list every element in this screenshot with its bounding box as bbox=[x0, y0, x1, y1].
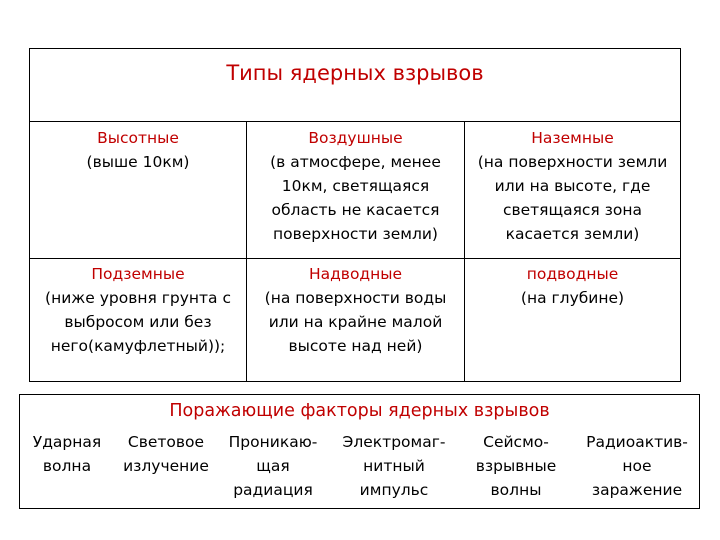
damaging-factors-table bbox=[19, 394, 700, 509]
type-desc-line: (на поверхности земли bbox=[477, 153, 668, 171]
type-desc-line: (в атмосфере, менее bbox=[270, 153, 441, 171]
type-desc-line: или на крайне малой bbox=[268, 313, 443, 331]
explosion-types-table bbox=[29, 48, 681, 382]
factor-line: излучение bbox=[123, 457, 209, 475]
factor-seismic-waves bbox=[460, 430, 572, 502]
type-cell-surface-water bbox=[247, 259, 464, 358]
factor-light-radiation bbox=[113, 430, 219, 478]
type-desc-line: (на поверхности воды bbox=[264, 289, 447, 307]
factor-line: Сейсмо- bbox=[483, 433, 549, 451]
type-cell-high-altitude bbox=[30, 123, 246, 174]
type-name: подводные bbox=[526, 265, 619, 283]
factor-line: заражение bbox=[591, 481, 683, 499]
factor-line: Ударная bbox=[32, 433, 102, 451]
type-desc-line: (ниже уровня грунта с bbox=[45, 289, 231, 307]
factor-line: Радиоактив- bbox=[586, 433, 688, 451]
type-desc-line: 10км, светящаяся bbox=[281, 177, 430, 195]
type-desc-line: высоте над ней) bbox=[288, 337, 423, 355]
type-desc-line: выбросом или без bbox=[64, 313, 212, 331]
factor-line: щая bbox=[256, 457, 290, 475]
type-cell-underwater bbox=[465, 259, 680, 310]
type-name: Воздушные bbox=[308, 129, 403, 147]
factor-electromagnetic-pulse bbox=[334, 430, 454, 502]
factor-line: ное bbox=[622, 457, 652, 475]
type-cell-ground bbox=[465, 123, 680, 246]
factor-shock-wave bbox=[22, 430, 112, 478]
factor-line: Электромаг- bbox=[342, 433, 446, 451]
factor-line: Световое bbox=[127, 433, 205, 451]
factor-line: волны bbox=[490, 481, 542, 499]
type-cell-underground bbox=[30, 259, 246, 358]
type-desc-line: касается земли) bbox=[505, 225, 640, 243]
factor-penetrating-radiation bbox=[220, 430, 326, 502]
factor-line: взрывные bbox=[475, 457, 557, 475]
type-desc-line: область не касается bbox=[271, 201, 440, 219]
factor-radioactive-contamination bbox=[576, 430, 698, 502]
factor-line: нитный bbox=[363, 457, 425, 475]
type-desc-line: (выше 10км) bbox=[86, 153, 190, 171]
type-name: Подземные bbox=[91, 265, 185, 283]
type-name: Наземные bbox=[531, 129, 614, 147]
factor-line: Проникаю- bbox=[228, 433, 318, 451]
type-desc-line: или на высоте, где bbox=[494, 177, 651, 195]
explosion-types-title-row bbox=[30, 49, 680, 122]
type-name: Надводные bbox=[308, 265, 403, 283]
type-desc-line: светящаяся зона bbox=[502, 201, 643, 219]
type-desc-line: поверхности земли) bbox=[273, 225, 438, 243]
type-name: Высотные bbox=[97, 129, 179, 147]
explosion-types-title: Типы ядерных взрывов bbox=[226, 61, 484, 85]
factor-line: радиация bbox=[233, 481, 313, 499]
type-desc-line: (на глубине) bbox=[520, 289, 625, 307]
factor-line: волна bbox=[42, 457, 92, 475]
type-cell-air bbox=[247, 123, 464, 246]
type-desc-line: него(камуфлетный)); bbox=[50, 337, 226, 355]
damaging-factors-title: Поражающие факторы ядерных взрывов bbox=[169, 400, 550, 421]
factor-line: импульс bbox=[359, 481, 429, 499]
